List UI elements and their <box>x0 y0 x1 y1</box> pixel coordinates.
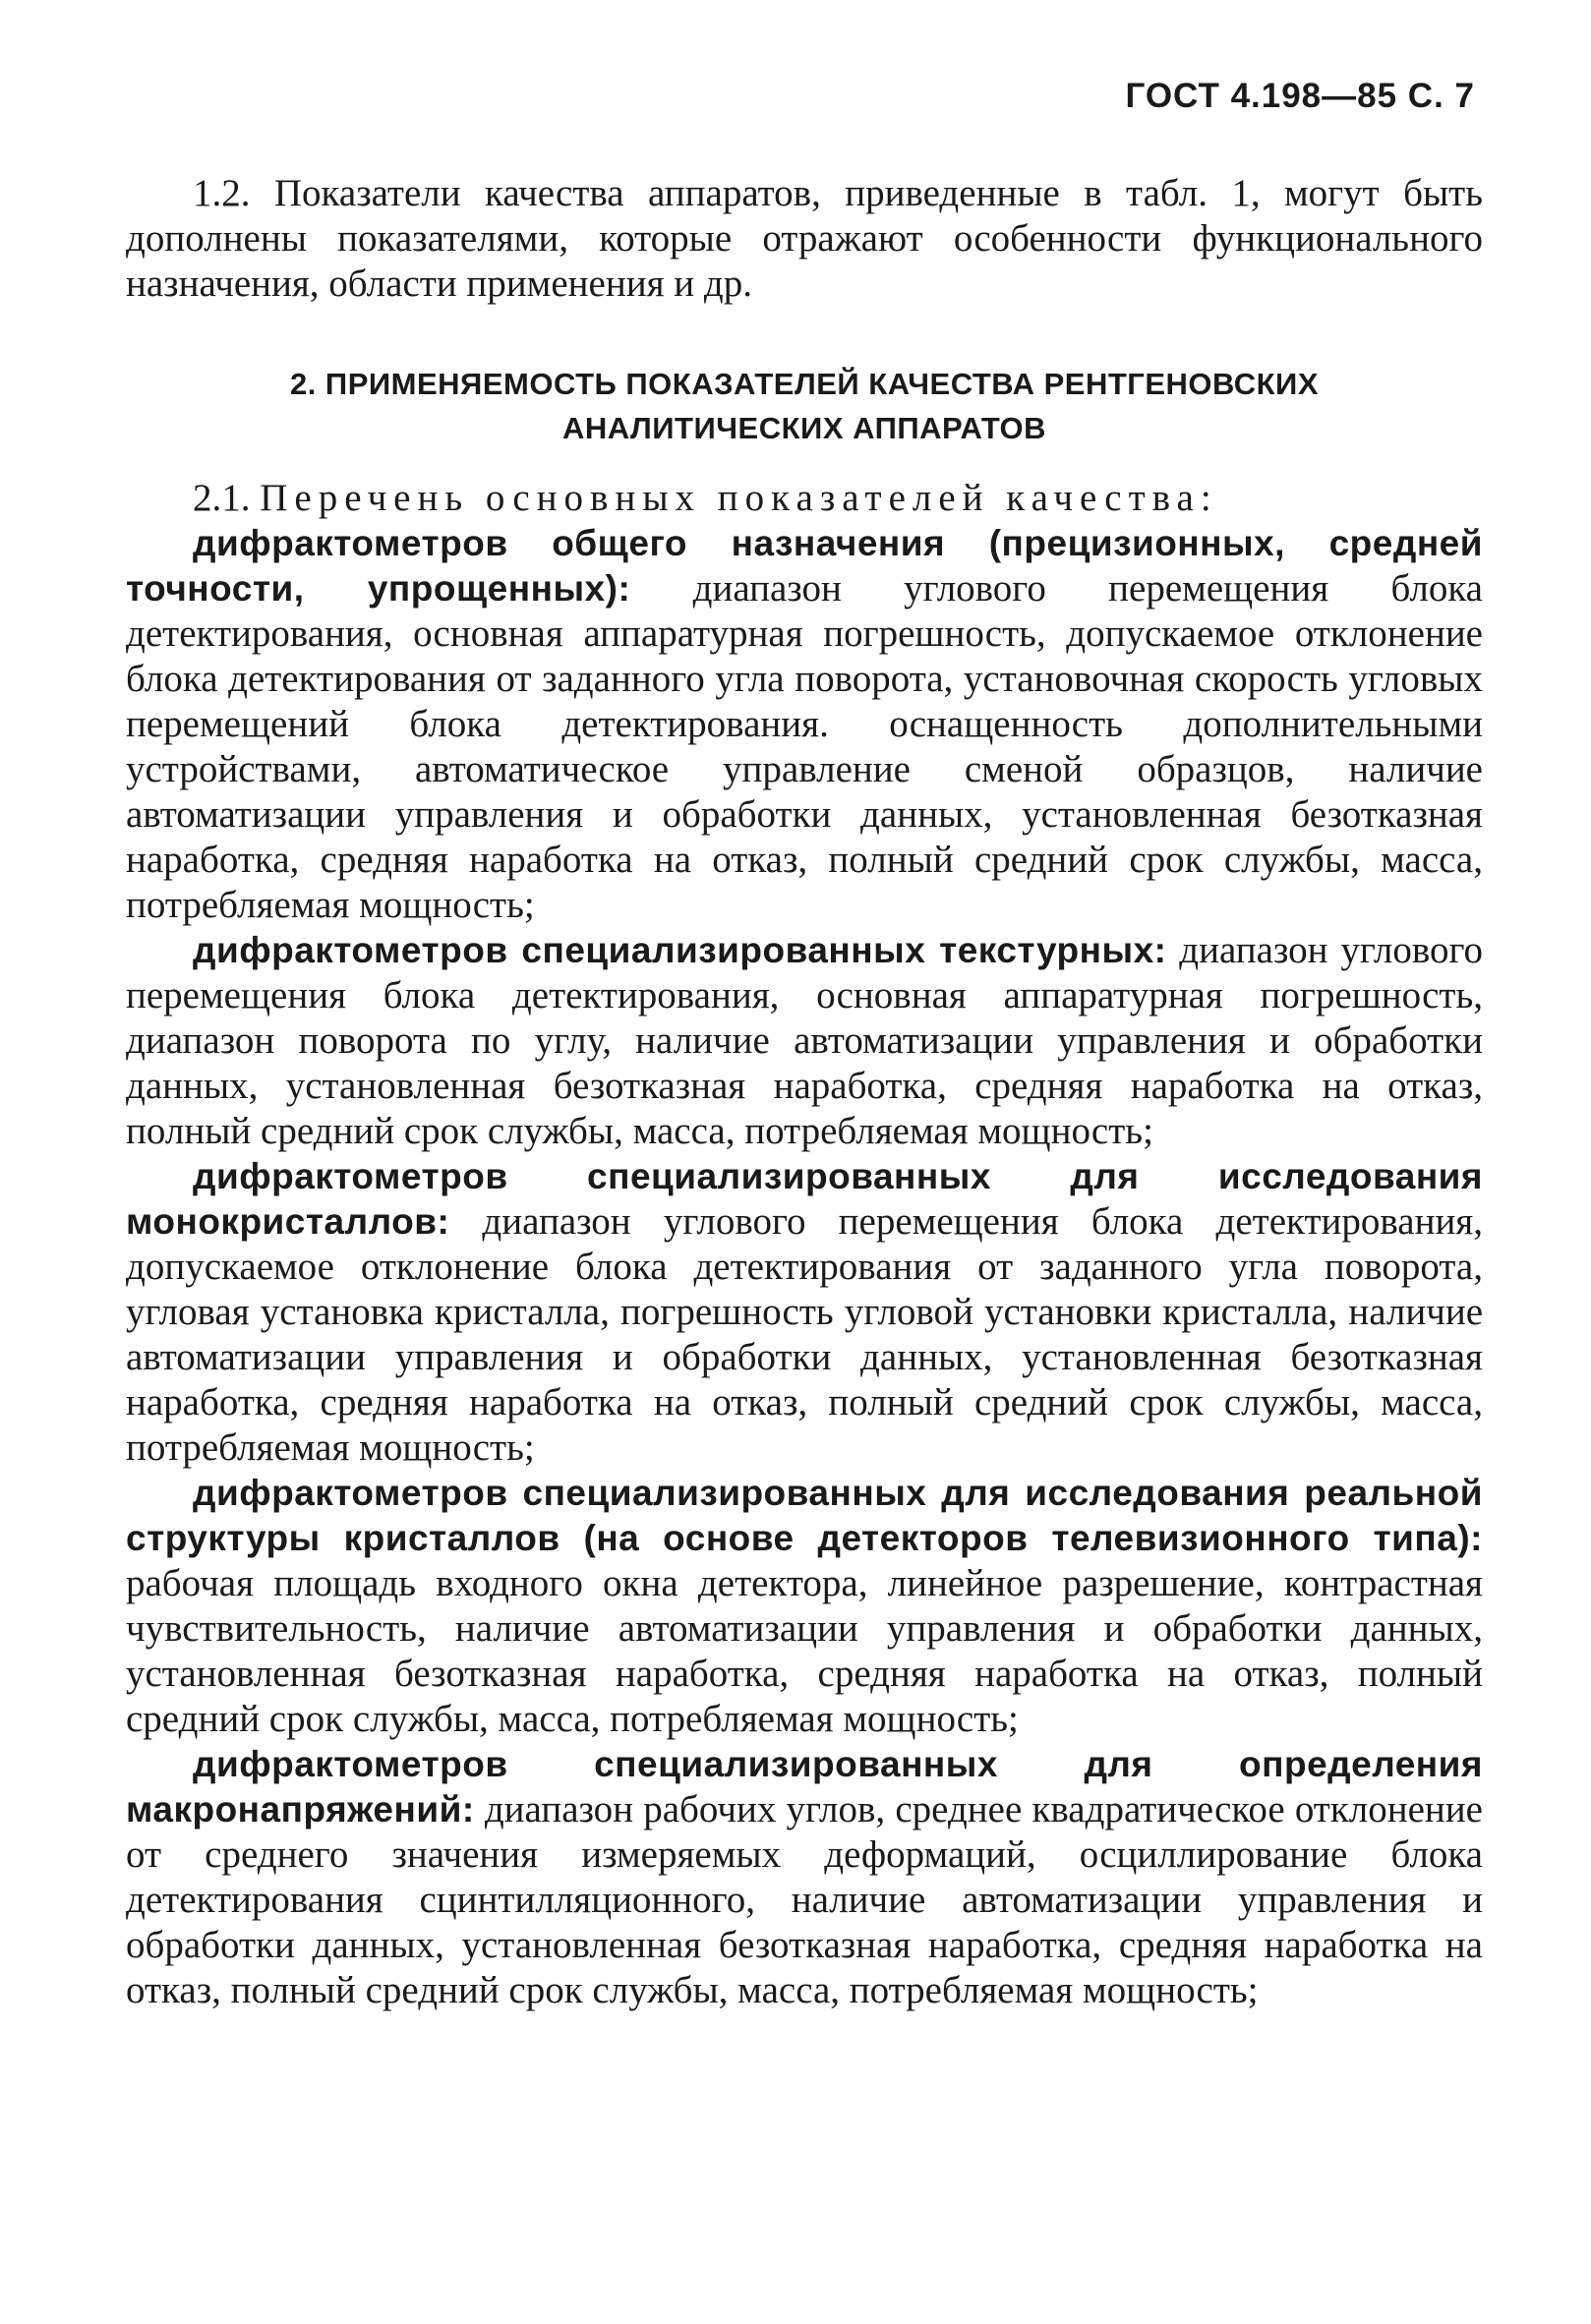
item-text: диапазон углового перемещения блока детектирования, допускаемое отклонение блока детектирования от заданного угла поворота, угловая установка кристалла, погрешность угловой установки кристалла, наличие автоматизации управления и обработки данных, установленная безотказная наработка, средняя наработка на отказ, полный средний срок службы, масса, потребляемая мощность; <box>126 1200 1483 1469</box>
section-2-heading <box>126 362 1483 450</box>
list-item <box>126 1154 1483 1471</box>
item-text: диапазон рабочих углов, среднее квадратическое отклонение от среднего значения измеряемых деформаций, осциллирование блока детектирования сцинтилляционного, наличие автоматизации управления и обработки данных, установленная безотказная наработка, средняя наработка на отказ, полный средний срок службы, масса, потребляемая мощность; <box>126 1788 1483 2011</box>
list-intro <box>126 476 1483 521</box>
item-text: рабочая площадь входного окна детектора, линейное разрешение, контрастная чувствительность, наличие автоматизации управления и обработки данных, установленная безотказная наработка, средняя наработка на отказ, полный средний срок службы, масса, потребляемая мощность; <box>126 1562 1483 1740</box>
list-item <box>126 1471 1483 1742</box>
list-item <box>126 1742 1483 2013</box>
list-item <box>126 928 1483 1154</box>
paragraph-1-2: 1.2. Показатели качества аппаратов, приведенные в табл. 1, могут быть дополнены показателями, которые отражают особенности функционального назначения, области применения и др. <box>126 172 1483 305</box>
intro-text: Перечень основных показателей качества: <box>260 477 1218 519</box>
item-term: дифрактометров специализированных для определения макронапряжений: <box>126 1744 1483 1830</box>
item-text: диапазон углового перемещения блока детектирования, основная аппаратурная погрешность, диапазон поворота по углу, наличие автоматизации управления и обработки данных, установленная безотказная наработка, средняя наработка на отказ, полный средний срок службы, масса, потребляемая мощность; <box>126 929 1483 1152</box>
item-term: дифрактометров общего назначения (прецизионных, средней точности, упрощенных): <box>126 523 1483 609</box>
list-item <box>126 521 1483 928</box>
item-term: дифрактометров специализированных текстурных: <box>193 930 1167 970</box>
running-header: ГОСТ 4.198—85 С. 7 <box>1125 77 1475 115</box>
section-heading-line-2: АНАЛИТИЧЕСКИХ АППАРАТОВ <box>561 411 1046 445</box>
item-text: диапазон углового перемещения блока детектирования, основная аппаратурная погрешность, допускаемое отклонение блока детектирования от заданного угла поворота, установочная скорость угловых перемещений блока детектирования. оснащенность дополнительными устройствами, автоматическое управление сменой образцов, наличие автоматизации управления и обработки данных, установленная безотказная наработка, средняя наработка на отказ, полный средний срок службы, масса, потребляемая мощность; <box>126 567 1483 926</box>
intro-number: 2.1. <box>193 477 251 519</box>
item-term: дифрактометров специализированных для исследования монокристаллов: <box>126 1156 1483 1242</box>
section-heading-line-1: 2. ПРИМЕНЯЕМОСТЬ ПОКАЗАТЕЛЕЙ КАЧЕСТВА РЕНТГЕНОВСКИХ <box>289 367 1320 401</box>
item-term: дифрактометров специализированных для исследования реальной структуры кристаллов (на основе детекторов телевизионного типа): <box>126 1473 1483 1558</box>
paragraph-1-2-block <box>126 171 1483 307</box>
indicator-list <box>126 476 1483 2013</box>
